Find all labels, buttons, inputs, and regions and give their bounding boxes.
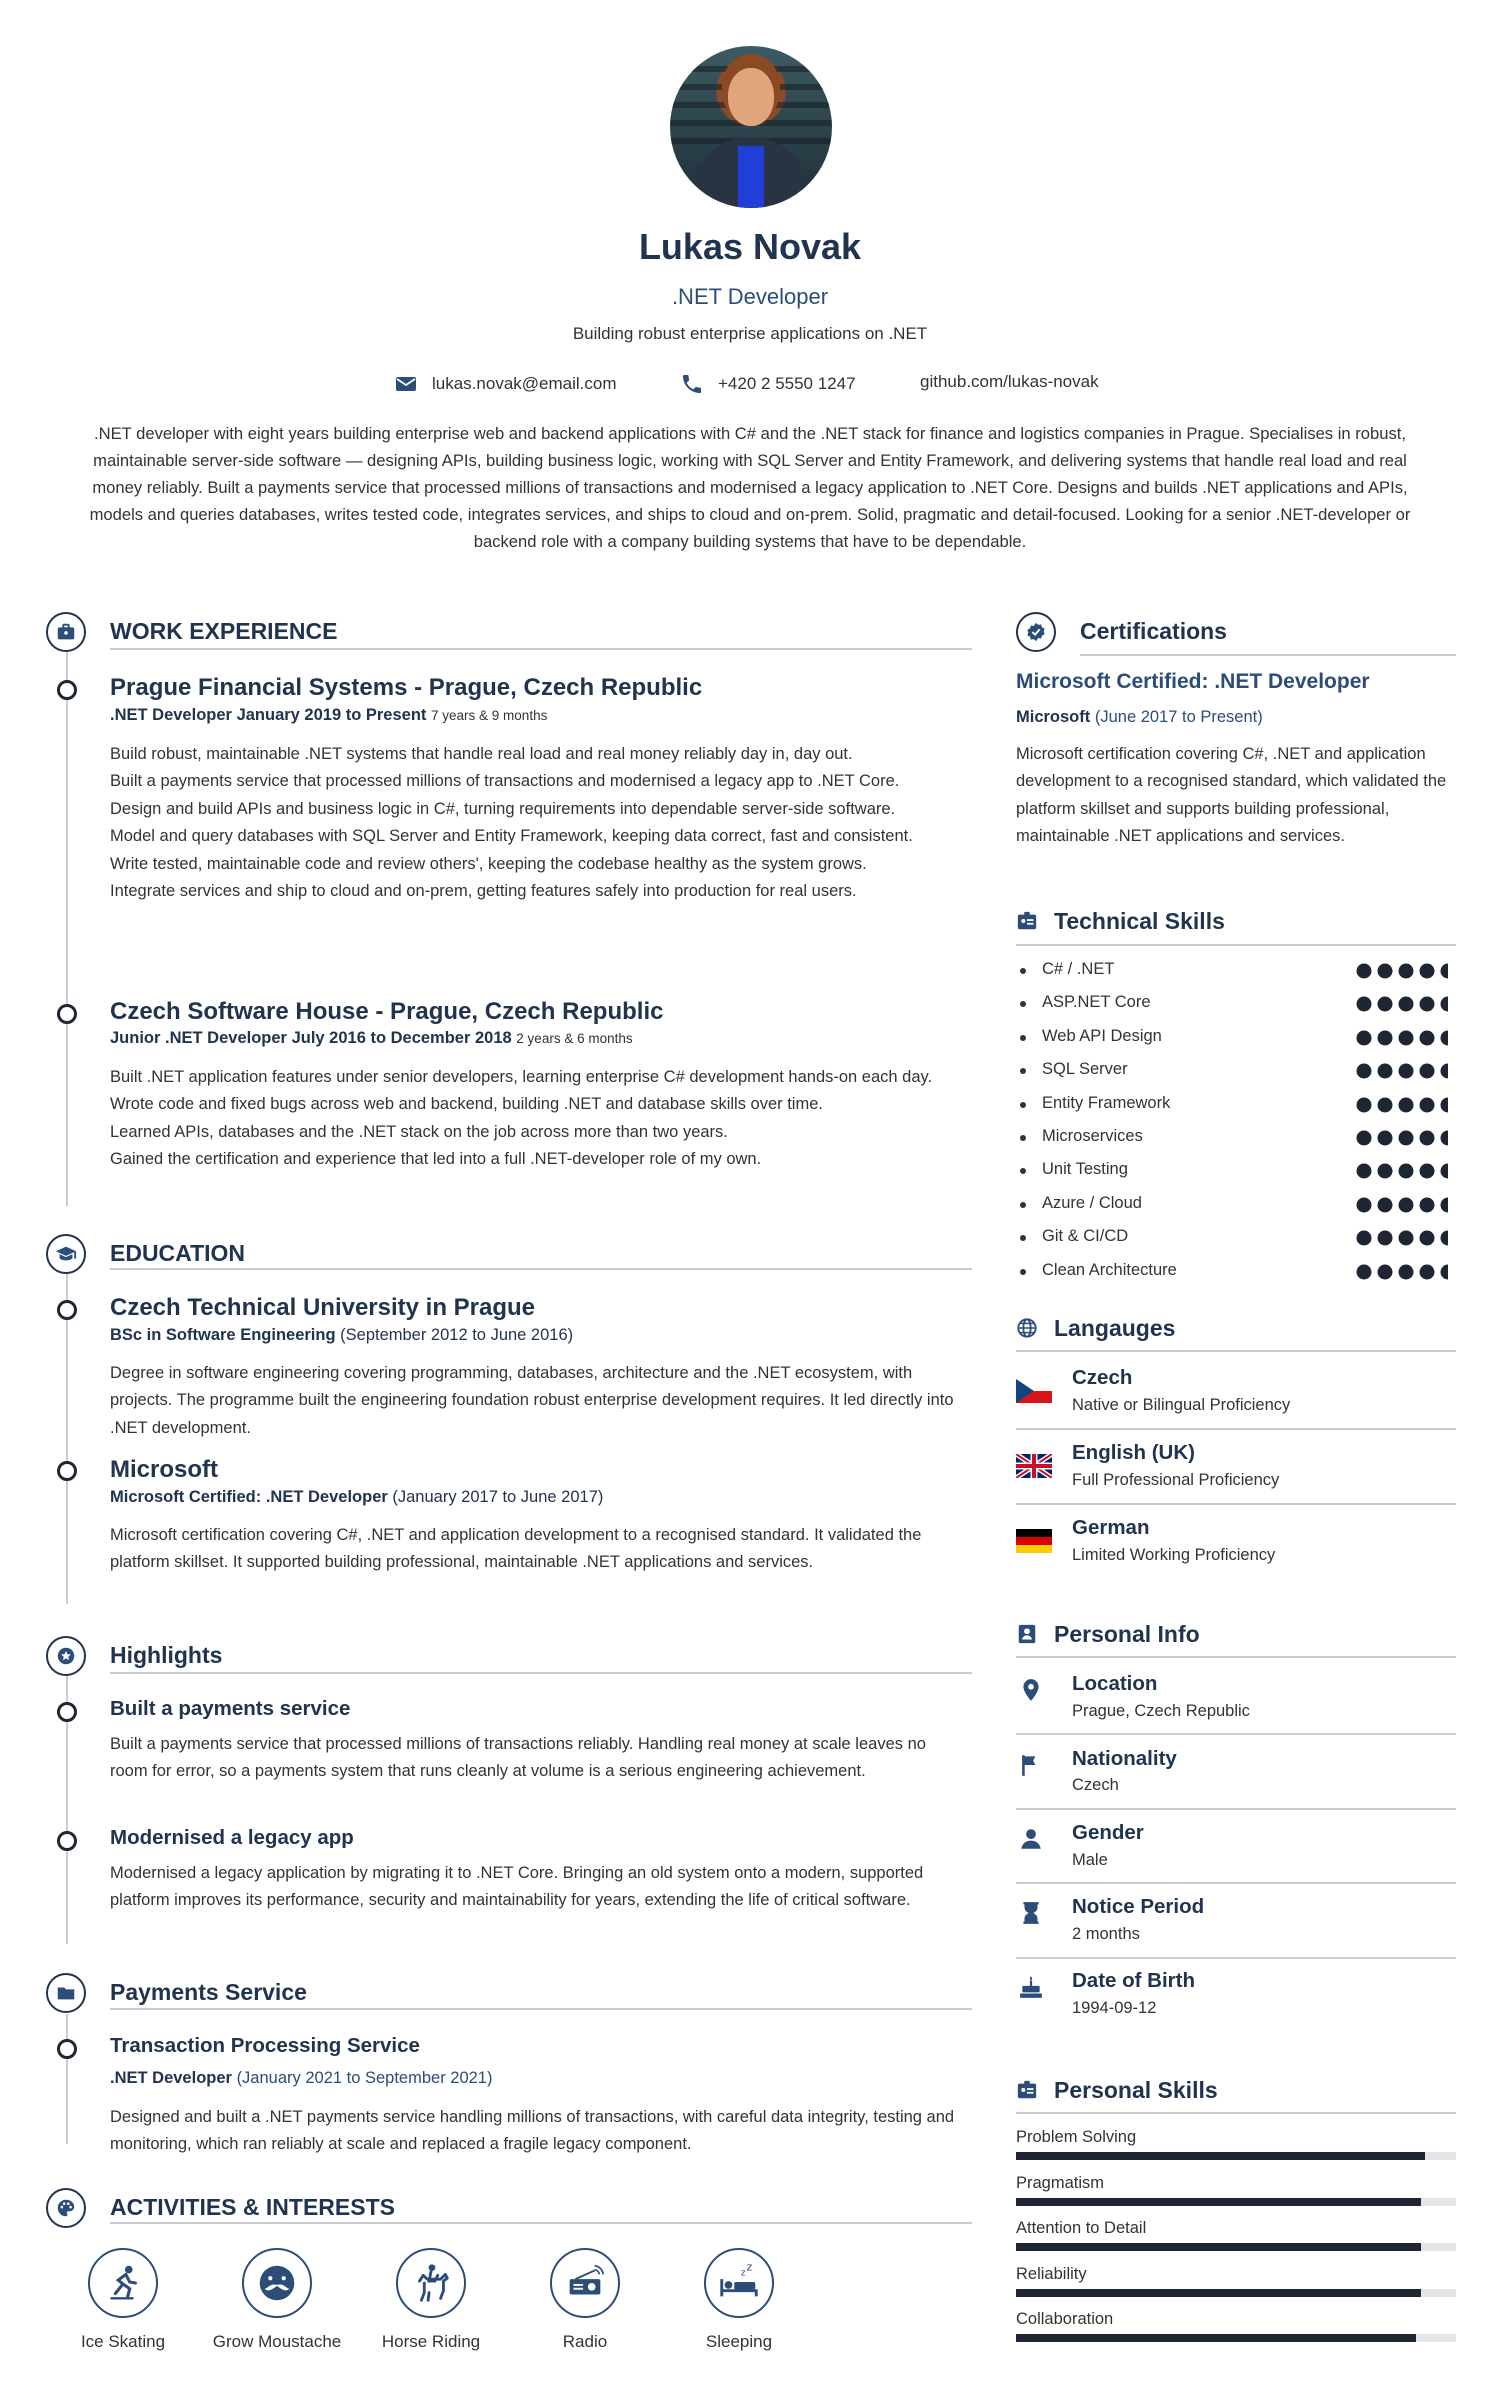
technical-skill-name: Azure / Cloud — [1042, 1193, 1142, 1212]
rating-dot-full — [1357, 1030, 1372, 1045]
profile-summary: .NET developer with eight years building enterprise web and backend applications with C# and the .NET stack for finance and logistics companies in Prague. Specialises in robust, maintainable server-side software — designing APIs, building business logic, working with SQL Server and Entity Framework, and delivering systems that handle real load and real money reliably. Built a payments service that processed millions of transactions and modernised a legacy application to .NET Core. Designs and builds .NET applications and APIs, models and queries databases, writes tested code, integrates services, and ships to cloud and on-prem. Solid, pragmatic and detail-focused. Looking for a senior .NET-developer or backend role with a company building systems that have to be dependable. — [89, 424, 1411, 551]
divider — [1016, 944, 1456, 946]
technical-skill-row — [1016, 1027, 1456, 1051]
job-description — [110, 1064, 960, 1174]
czech-flag-icon — [1016, 1379, 1052, 1403]
divider — [1016, 1656, 1456, 1658]
technical-skill-row — [1016, 1160, 1456, 1184]
rating-dot-full — [1378, 1131, 1393, 1146]
rating-dot-full — [1357, 1197, 1372, 1212]
hourglass-icon — [1018, 1900, 1044, 1926]
timeline — [66, 1274, 68, 1604]
rating-dot-half — [1441, 1231, 1449, 1246]
school-name: Microsoft — [110, 1456, 218, 1483]
verified-badge-icon — [1016, 612, 1056, 652]
bullet-icon — [1020, 1001, 1026, 1007]
person-icon — [1018, 1826, 1044, 1852]
divider — [110, 648, 972, 650]
svg-text:z: z — [740, 2268, 746, 2279]
language-level: Limited Working Proficiency — [1072, 1546, 1276, 1564]
personal-info-value: Male — [1072, 1851, 1108, 1869]
activity-label: Grow Moustache — [212, 2332, 342, 2351]
uk-flag-icon — [1016, 1454, 1052, 1478]
personal-info-value: 2 months — [1072, 1925, 1140, 1943]
certification-dates: (June 2017 to Present) — [1094, 708, 1263, 726]
rating-dot-full — [1420, 1164, 1435, 1179]
job-meta — [110, 706, 547, 725]
technical-skill-name: Web API Design — [1042, 1026, 1162, 1045]
rating-dot-full — [1399, 1097, 1414, 1112]
activity-grow-moustache — [202, 2248, 352, 2352]
highlight-text: Modernised a legacy application by migrating it to .NET Core. Bringing an old system onto a modern, supported platform improves its performance, security and maintainability for years, extending the life of critical software. — [110, 1864, 924, 1910]
timeline-dot — [57, 680, 77, 700]
rating-dot-full — [1378, 1197, 1393, 1212]
rating-dot-full — [1420, 1264, 1435, 1279]
location-pin-icon — [1018, 1677, 1044, 1703]
job-line: Learned APIs, databases and the .NET stack on the job across more than two years. — [110, 1122, 728, 1141]
personal-info-heading: Personal Info — [1054, 1621, 1200, 1647]
personal-skill-bar — [1016, 2243, 1456, 2251]
personal-skill-name: Collaboration — [1016, 2310, 1114, 2329]
personal-info-value: Prague, Czech Republic — [1072, 1702, 1250, 1720]
rating-dot-full — [1399, 1231, 1414, 1246]
languages-heading: Langauges — [1054, 1315, 1176, 1341]
technical-skill-row — [1016, 960, 1456, 984]
bullet-icon — [1020, 1068, 1026, 1074]
job-line: Build robust, maintainable .NET systems that handle real load and real money reliably day in, day out. — [110, 745, 853, 763]
certification-issuer: Microsoft — [1016, 708, 1091, 726]
rating-dot-half — [1441, 1131, 1449, 1146]
personal-skill-bar-fill — [1016, 2289, 1421, 2297]
language-name: English (UK) — [1072, 1441, 1195, 1464]
bullet-icon — [1020, 1202, 1026, 1208]
rating-dot-half — [1441, 1164, 1449, 1179]
technical-skill-row — [1016, 1261, 1456, 1285]
german-flag-icon — [1016, 1529, 1052, 1553]
project-role: .NET Developer — [110, 2069, 232, 2087]
education-meta — [110, 1326, 573, 1345]
email-text: lukas.novak@email.com — [432, 374, 617, 393]
flag-icon — [1018, 1752, 1044, 1778]
rating-dot-full — [1399, 1164, 1414, 1179]
rating-dot-full — [1399, 997, 1414, 1012]
technical-skill-row — [1016, 1060, 1456, 1084]
phone-text: +420 2 5550 1247 — [718, 374, 856, 393]
personal-info-value: 1994-09-12 — [1072, 1999, 1157, 2017]
personal-skill-name: Pragmatism — [1016, 2173, 1105, 2192]
timeline-dot — [57, 1461, 77, 1481]
briefcase-icon — [46, 612, 86, 652]
personal-skill-bar — [1016, 2334, 1456, 2342]
education-heading: EDUCATION — [110, 1240, 246, 1266]
rating-dot-half — [1441, 1097, 1449, 1112]
rating-dot-full — [1357, 997, 1372, 1012]
github-text: github.com/lukas-novak — [920, 372, 1099, 391]
technical-skill-name: ASP.NET Core — [1042, 993, 1151, 1012]
horse-riding-icon — [408, 2260, 454, 2306]
job-line: Integrate services and ship to cloud and on-prem, getting features safely into production for real users. — [110, 882, 857, 901]
degree: BSc in Software Engineering — [110, 1326, 336, 1344]
graduation-cap-icon — [46, 1234, 86, 1274]
project-description: Designed and built a .NET payments service handling millions of transactions, with careful data integrity, testing and monitoring, which ran reliably at scale and replaced a fragile legacy component. — [110, 2108, 955, 2154]
rating-dot-half — [1441, 1264, 1449, 1279]
bullet-icon — [1020, 1168, 1026, 1174]
skill-rating — [1356, 996, 1456, 1012]
divider — [1016, 1428, 1456, 1430]
bullet-icon — [1020, 968, 1026, 974]
rating-dot-full — [1378, 1030, 1393, 1045]
cake-icon — [1018, 1974, 1044, 2000]
skill-rating — [1356, 1030, 1456, 1046]
project-meta — [110, 2069, 492, 2088]
id-badge-icon — [1016, 2079, 1038, 2101]
rating-dot-full — [1420, 1231, 1435, 1246]
rating-dot-half — [1441, 1064, 1449, 1079]
personal-skill-bar — [1016, 2152, 1456, 2160]
job-meta — [110, 1029, 633, 1048]
job-duration: 2 years & 6 months — [516, 1031, 633, 1046]
bullet-icon — [1020, 1235, 1026, 1241]
personal-skill-bar-fill — [1016, 2198, 1421, 2206]
job-line: Built a payments service that processed millions of transactions and modernised a legacy app to .NET Core. — [110, 772, 900, 791]
rating-dot-half — [1441, 1030, 1449, 1045]
divider — [110, 1268, 972, 1270]
personal-skill-bar-fill — [1016, 2334, 1416, 2342]
radio-icon — [562, 2260, 608, 2306]
rating-dot-full — [1378, 1097, 1393, 1112]
rating-dot-full — [1420, 964, 1435, 979]
education-dates: (January 2017 to June 2017) — [392, 1488, 604, 1506]
language-level: Full Professional Proficiency — [1072, 1471, 1280, 1489]
divider — [1016, 1957, 1456, 1959]
job-company: Prague Financial Systems - Prague, Czech Republic — [110, 674, 703, 701]
bullet-icon — [1020, 1102, 1026, 1108]
technical-skill-row — [1016, 1094, 1456, 1118]
rating-dot-full — [1357, 964, 1372, 979]
profile-photo — [670, 46, 832, 208]
technical-skill-name: Microservices — [1042, 1127, 1143, 1145]
education-description: Degree in software engineering covering programming, databases, architecture and the .NET ecosystem, with projects. The programme built the engineering foundation robust enterprise development requires. It led directly into .NET development. — [110, 1364, 954, 1437]
sleeping-icon — [716, 2260, 762, 2306]
divider — [110, 2008, 972, 2010]
technical-skill-row — [1016, 993, 1456, 1017]
skill-rating — [1356, 1163, 1456, 1179]
rating-dot-full — [1378, 1231, 1393, 1246]
language-level: Native or Bilingual Proficiency — [1072, 1396, 1291, 1414]
contact-bar — [0, 372, 1500, 398]
divider — [1016, 1733, 1456, 1735]
folder-icon — [46, 1973, 86, 2013]
job-line: Built .NET application features under senior developers, learning enterprise C# development hands-on each day. — [110, 1068, 933, 1086]
rating-dot-full — [1357, 1131, 1372, 1146]
personal-info-label: Gender — [1072, 1821, 1144, 1844]
id-badge-icon — [1016, 910, 1038, 932]
project-heading: Payments Service — [110, 1979, 307, 2005]
job-company: Czech Software House - Prague, Czech Republic — [110, 998, 664, 1025]
job-duration: 7 years & 9 months — [431, 708, 548, 723]
language-name: Czech — [1072, 1366, 1133, 1389]
rating-dot-full — [1399, 1131, 1414, 1146]
job-line: Wrote code and fixed bugs across web and backend, building .NET and database skills over time. — [110, 1095, 823, 1114]
skill-rating — [1356, 963, 1456, 979]
personal-info-label: Notice Period — [1072, 1895, 1205, 1918]
rating-dot-full — [1399, 1064, 1414, 1079]
job-line: Design and build APIs and business logic in C#, turning requirements into dependable server-side software. — [110, 799, 896, 818]
personal-info-label: Date of Birth — [1072, 1969, 1195, 1992]
email-icon — [394, 372, 418, 396]
skill-rating — [1356, 1063, 1456, 1079]
timeline — [66, 2014, 68, 2144]
timeline-dot — [57, 2039, 77, 2059]
divider — [1016, 1882, 1456, 1884]
contact-card-icon — [1016, 1623, 1038, 1645]
rating-dot-full — [1378, 1264, 1393, 1279]
technical-skill-name: SQL Server — [1042, 1060, 1128, 1079]
divider — [1016, 1503, 1456, 1505]
skill-rating — [1356, 1264, 1456, 1280]
rating-dot-half — [1441, 1197, 1449, 1212]
activities-heading: ACTIVITIES & INTERESTS — [110, 2194, 395, 2220]
personal-skills-heading: Personal Skills — [1054, 2077, 1218, 2103]
job-position: Junior .NET Developer — [110, 1029, 287, 1047]
candidate-tagline: Building robust enterprise applications on .NET — [572, 324, 928, 343]
timeline — [66, 652, 68, 1206]
job-dates: January 2019 to Present — [236, 706, 427, 724]
activity-label: Sleeping — [705, 2332, 773, 2351]
job-description — [110, 741, 960, 905]
rating-dot-full — [1420, 1064, 1435, 1079]
highlight-text: Built a payments service that processed millions of transactions reliably. Handling real money at scale leaves no room for error, so a payments system that runs cleanly at volume is a serious engineering achievement. — [110, 1735, 926, 1781]
technical-skill-name: Entity Framework — [1042, 1093, 1171, 1112]
rating-dot-half — [1441, 964, 1449, 979]
rating-dot-full — [1420, 997, 1435, 1012]
technical-skill-row — [1016, 1227, 1456, 1251]
technical-skill-name: Unit Testing — [1042, 1160, 1128, 1179]
activity-label: Horse Riding — [381, 2332, 481, 2351]
job-dates: July 2016 to December 2018 — [291, 1029, 512, 1047]
degree: Microsoft Certified: .NET Developer — [110, 1488, 388, 1506]
divider — [1016, 1350, 1456, 1352]
rating-dot-full — [1378, 1064, 1393, 1079]
activity-label: Ice Skating — [80, 2332, 166, 2351]
highlight-title: Built a payments service — [110, 1697, 351, 1720]
phone-icon — [680, 372, 704, 396]
divider — [110, 2222, 972, 2224]
candidate-role: .NET Developer — [671, 284, 829, 309]
bullet-icon — [1020, 1269, 1026, 1275]
contact-github[interactable] — [920, 372, 1099, 392]
ice-skating-icon — [100, 2260, 146, 2306]
work-experience-heading: WORK EXPERIENCE — [110, 618, 338, 644]
certification-description: Microsoft certification covering C#, .NET and application development to a recognised standard, which validated the platform skillset and supports building professional, maintainable .NET applications and services. — [1016, 745, 1447, 846]
project-title: Transaction Processing Service — [110, 2034, 420, 2057]
activity-sleeping — [664, 2248, 814, 2352]
timeline-dot — [57, 1300, 77, 1320]
job-line: Write tested, maintainable code and review others', keeping the codebase healthy as the system grows. — [110, 854, 867, 873]
skill-rating — [1356, 1197, 1456, 1213]
divider — [1016, 2112, 1456, 2114]
rating-dot-full — [1357, 1064, 1372, 1079]
job-line: Gained the certification and experience that led into a full .NET-developer role of my own. — [110, 1150, 762, 1169]
divider — [1016, 1808, 1456, 1810]
rating-dot-full — [1399, 1030, 1414, 1045]
technical-skill-row — [1016, 1127, 1456, 1151]
rating-dot-full — [1420, 1197, 1435, 1212]
svg-text:z: z — [746, 2261, 753, 2274]
rating-dot-full — [1378, 997, 1393, 1012]
activity-label: Radio — [562, 2332, 608, 2351]
rating-dot-full — [1399, 1197, 1414, 1212]
skill-rating — [1356, 1130, 1456, 1146]
timeline-dot — [57, 1831, 77, 1851]
rating-dot-full — [1378, 964, 1393, 979]
rating-dot-full — [1420, 1097, 1435, 1112]
personal-info-label: Nationality — [1072, 1747, 1177, 1770]
personal-skill-name: Reliability — [1016, 2264, 1087, 2283]
certifications-heading: Certifications — [1080, 618, 1227, 644]
certification-name: Microsoft Certified: .NET Developer — [1016, 670, 1370, 693]
globe-icon — [1016, 1317, 1038, 1339]
personal-skill-name: Attention to Detail — [1016, 2219, 1147, 2238]
technical-skill-row — [1016, 1194, 1456, 1218]
contact-email[interactable] — [394, 372, 617, 396]
personal-skill-bar — [1016, 2198, 1456, 2206]
personal-info-value: Czech — [1072, 1776, 1119, 1794]
education-dates: (September 2012 to June 2016) — [340, 1326, 574, 1344]
personal-skill-bar-fill — [1016, 2243, 1421, 2251]
school-name: Czech Technical University in Prague — [110, 1294, 536, 1321]
bullet-icon — [1020, 1035, 1026, 1041]
rating-dot-full — [1378, 1164, 1393, 1179]
rating-dot-full — [1399, 964, 1414, 979]
rating-dot-half — [1441, 997, 1449, 1012]
moustache-icon — [254, 2260, 300, 2306]
rating-dot-full — [1420, 1131, 1435, 1146]
timeline-dot — [57, 1004, 77, 1024]
timeline-dot — [57, 1702, 77, 1722]
activity-radio — [510, 2248, 660, 2352]
personal-skill-bar-fill — [1016, 2152, 1425, 2160]
education-description: Microsoft certification covering C#, .NET and application development to a recognised standard. It validated the platform skillset. It supported building professional, maintainable .NET applications and services. — [110, 1526, 922, 1572]
candidate-name: Lukas Novak — [638, 226, 862, 267]
activity-ice-skating — [48, 2248, 198, 2352]
rating-dot-full — [1399, 1264, 1414, 1279]
skill-rating — [1356, 1230, 1456, 1246]
personal-skill-name: Problem Solving — [1016, 2128, 1137, 2146]
technical-skill-name: Git & CI/CD — [1042, 1227, 1129, 1246]
highlight-title: Modernised a legacy app — [110, 1826, 354, 1849]
job-line: Model and query databases with SQL Server and Entity Framework, keeping data correct, fast and consistent. — [110, 827, 913, 846]
highlights-heading: Highlights — [110, 1642, 223, 1668]
job-position: .NET Developer — [110, 706, 232, 724]
technical-skill-name: C# / .NET — [1042, 960, 1115, 978]
personal-skill-bar — [1016, 2289, 1456, 2297]
personal-info-label: Location — [1072, 1672, 1158, 1695]
star-badge-icon — [46, 1636, 86, 1676]
rating-dot-full — [1357, 1264, 1372, 1279]
divider — [110, 1672, 972, 1674]
contact-phone[interactable] — [680, 372, 856, 396]
rating-dot-full — [1420, 1030, 1435, 1045]
certification-meta — [1016, 708, 1263, 727]
project-dates: (January 2021 to September 2021) — [236, 2069, 493, 2087]
education-meta — [110, 1488, 603, 1507]
language-name: German — [1072, 1516, 1150, 1539]
technical-skills-heading: Technical Skills — [1054, 908, 1225, 934]
bullet-icon — [1020, 1135, 1026, 1141]
rating-dot-full — [1357, 1231, 1372, 1246]
technical-skill-name: Clean Architecture — [1042, 1260, 1177, 1279]
palette-icon — [46, 2188, 86, 2228]
activity-horse-riding — [356, 2248, 506, 2352]
rating-dot-full — [1357, 1097, 1372, 1112]
skill-rating — [1356, 1097, 1456, 1113]
rating-dot-full — [1357, 1164, 1372, 1179]
divider — [1080, 654, 1456, 656]
